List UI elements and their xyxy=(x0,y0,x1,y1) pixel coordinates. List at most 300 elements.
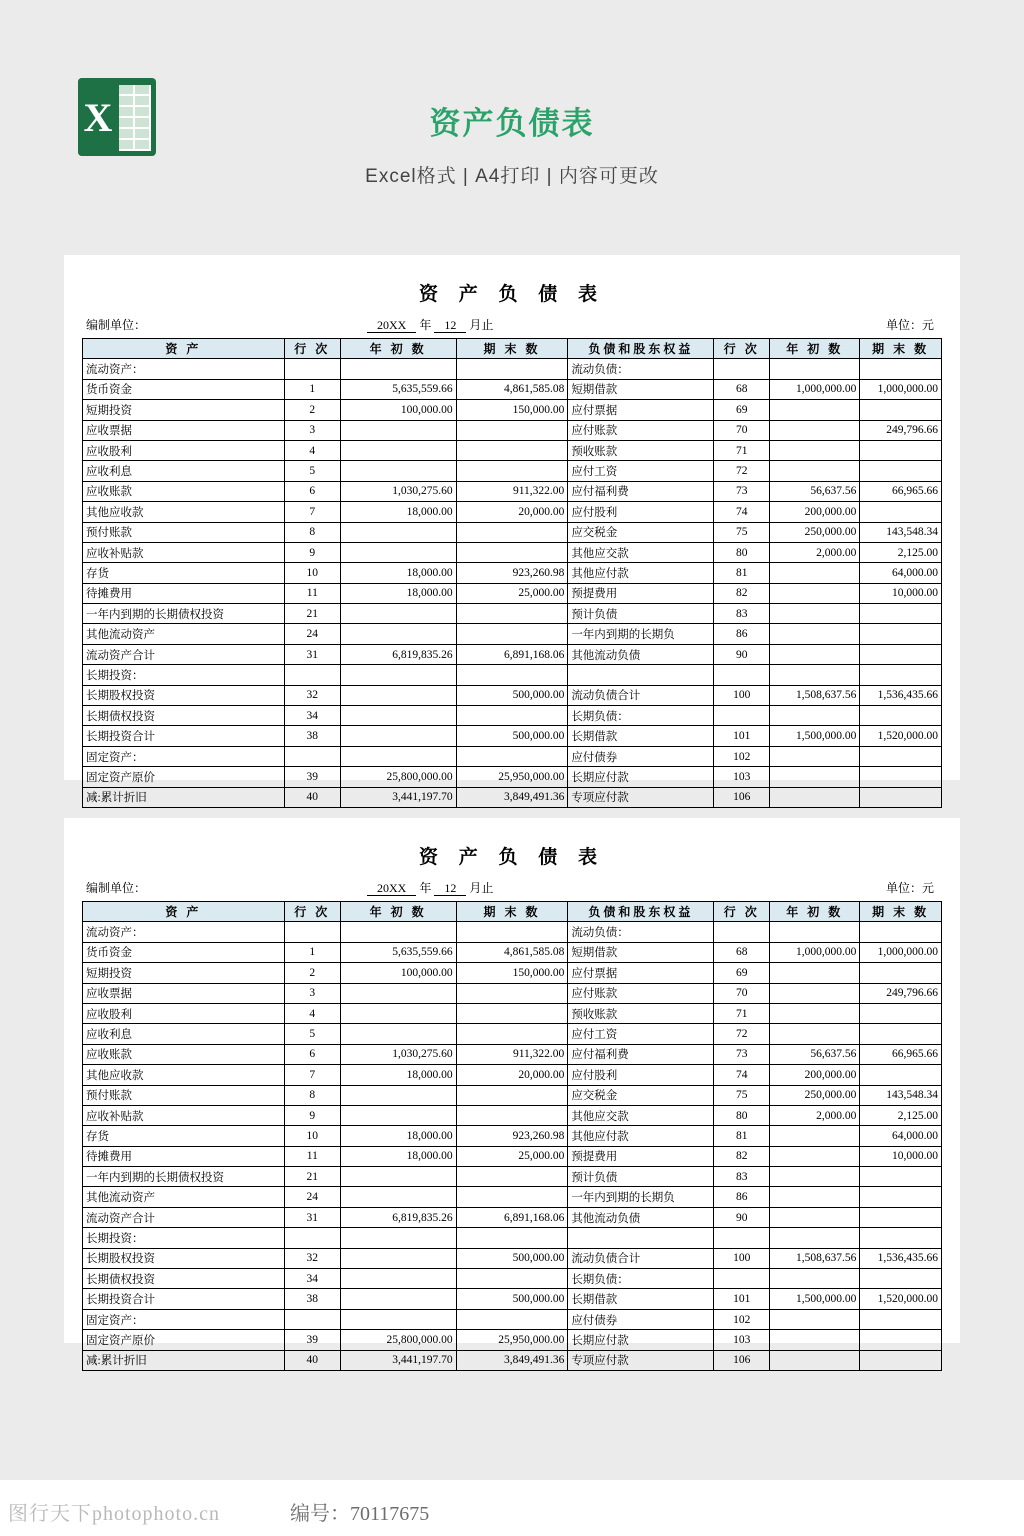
column-header-4: 负债和股东权益 xyxy=(568,902,714,922)
asset-end-value xyxy=(456,1309,568,1329)
asset-name: 存货 xyxy=(83,1126,285,1146)
asset-end-value: 6,891,168.06 xyxy=(456,644,568,664)
asset-line-no: 10 xyxy=(284,1126,340,1146)
table-row xyxy=(83,963,942,983)
liability-begin-value: 1,508,637.56 xyxy=(770,1248,860,1268)
column-header-2: 年 初 数 xyxy=(340,339,456,359)
liability-name: 应付账款 xyxy=(568,983,714,1003)
column-header-1: 行 次 xyxy=(284,339,340,359)
liability-begin-value: 1,500,000.00 xyxy=(770,1289,860,1309)
liability-line-no: 70 xyxy=(714,420,770,440)
report-year: 20XX xyxy=(367,318,416,333)
liability-line-no xyxy=(714,665,770,685)
table-row xyxy=(83,1309,942,1329)
currency-label: 单位：元 xyxy=(885,881,934,895)
liability-end-value: 249,796.66 xyxy=(860,983,942,1003)
asset-line-no: 39 xyxy=(284,1330,340,1350)
asset-line-no: 4 xyxy=(284,1003,340,1023)
liability-name: 短期借款 xyxy=(568,942,714,962)
liability-line-no: 81 xyxy=(714,563,770,583)
asset-name: 长期股权投资 xyxy=(83,685,285,705)
liability-line-no: 82 xyxy=(714,583,770,603)
table-row xyxy=(83,665,942,685)
asset-end-value xyxy=(456,922,568,942)
asset-end-value xyxy=(456,1003,568,1023)
asset-end-value: 3,849,491.36 xyxy=(456,1350,568,1370)
liability-line-no: 72 xyxy=(714,1024,770,1044)
asset-end-value xyxy=(456,1228,568,1248)
liability-name: 长期负债： xyxy=(568,1269,714,1289)
asset-line-no: 24 xyxy=(284,1187,340,1207)
liability-name: 应付账款 xyxy=(568,420,714,440)
liability-end-value xyxy=(860,1003,942,1023)
liability-line-no: 101 xyxy=(714,726,770,746)
liability-begin-value: 2,000.00 xyxy=(770,1105,860,1125)
asset-end-value xyxy=(456,604,568,624)
asset-begin-value xyxy=(340,983,456,1003)
asset-begin-value: 18,000.00 xyxy=(340,1065,456,1085)
liability-line-no: 100 xyxy=(714,685,770,705)
table-row xyxy=(83,983,942,1003)
asset-end-value: 4,861,585.08 xyxy=(456,379,568,399)
table-row xyxy=(83,942,942,962)
liability-end-value: 143,548.34 xyxy=(860,1085,942,1105)
table-row xyxy=(83,1228,942,1248)
asset-end-value xyxy=(456,1187,568,1207)
liability-line-no: 90 xyxy=(714,1207,770,1227)
asset-begin-value: 100,000.00 xyxy=(340,963,456,983)
liability-line-no: 74 xyxy=(714,1065,770,1085)
liability-name: 预收账款 xyxy=(568,440,714,460)
asset-line-no: 31 xyxy=(284,1207,340,1227)
liability-name: 应交税金 xyxy=(568,1085,714,1105)
table-row xyxy=(83,644,942,664)
table-row xyxy=(83,604,942,624)
asset-end-value xyxy=(456,1105,568,1125)
liability-line-no: 86 xyxy=(714,1187,770,1207)
liability-end-value: 66,965.66 xyxy=(860,481,942,501)
asset-line-no: 2 xyxy=(284,963,340,983)
asset-begin-value xyxy=(340,1248,456,1268)
asset-begin-value xyxy=(340,746,456,766)
asset-end-value xyxy=(456,542,568,562)
liability-begin-value xyxy=(770,583,860,603)
asset-name: 其他应收款 xyxy=(83,502,285,522)
table-body xyxy=(83,359,942,808)
asset-name: 减:累计折旧 xyxy=(83,787,285,807)
asset-begin-value xyxy=(340,706,456,726)
liability-line-no: 106 xyxy=(714,1350,770,1370)
table-row xyxy=(83,685,942,705)
liability-end-value xyxy=(860,400,942,420)
page-subtitle: Excel格式 | A4打印 | 内容可更改 xyxy=(365,166,659,187)
liability-begin-value xyxy=(770,983,860,1003)
asset-begin-value: 3,441,197.70 xyxy=(340,1350,456,1370)
column-header-3: 期 末 数 xyxy=(456,339,568,359)
asset-line-no xyxy=(284,1228,340,1248)
liability-name xyxy=(568,1228,714,1248)
liability-name: 预提费用 xyxy=(568,1146,714,1166)
table-row xyxy=(83,706,942,726)
sheet-meta xyxy=(82,316,942,336)
asset-name: 应收补贴款 xyxy=(83,542,285,562)
liability-end-value: 64,000.00 xyxy=(860,563,942,583)
asset-begin-value xyxy=(340,1105,456,1125)
asset-line-no: 32 xyxy=(284,685,340,705)
image-id-value: 70117675 xyxy=(350,1503,430,1525)
liability-name: 其他应付款 xyxy=(568,1126,714,1146)
sheet-title: 资 产 负 债 表 xyxy=(418,847,605,868)
liability-line-no: 102 xyxy=(714,746,770,766)
liability-line-no xyxy=(714,922,770,942)
liability-name: 专项应付款 xyxy=(568,787,714,807)
liability-line-no: 81 xyxy=(714,1126,770,1146)
asset-end-value: 500,000.00 xyxy=(456,726,568,746)
liability-begin-value xyxy=(770,644,860,664)
liability-end-value xyxy=(860,963,942,983)
column-header-7: 期 末 数 xyxy=(860,339,942,359)
liability-name: 一年内到期的长期负 xyxy=(568,1187,714,1207)
liability-end-value: 1,536,435.66 xyxy=(860,685,942,705)
asset-name: 一年内到期的长期债权投资 xyxy=(83,1167,285,1187)
asset-begin-value xyxy=(340,461,456,481)
asset-end-value xyxy=(456,706,568,726)
liability-name: 应付债券 xyxy=(568,746,714,766)
excel-logo-letter: X xyxy=(78,78,118,156)
asset-name: 应收利息 xyxy=(83,461,285,481)
asset-begin-value: 6,819,835.26 xyxy=(340,1207,456,1227)
asset-begin-value: 6,819,835.26 xyxy=(340,644,456,664)
liability-end-value xyxy=(860,1207,942,1227)
asset-line-no: 9 xyxy=(284,542,340,562)
liability-line-no: 74 xyxy=(714,502,770,522)
asset-end-value: 500,000.00 xyxy=(456,685,568,705)
asset-line-no: 1 xyxy=(284,379,340,399)
liability-end-value xyxy=(860,706,942,726)
asset-name: 其他流动资产 xyxy=(83,624,285,644)
asset-begin-value xyxy=(340,685,456,705)
liability-line-no: 82 xyxy=(714,1146,770,1166)
liability-end-value xyxy=(860,767,942,787)
asset-line-no: 4 xyxy=(284,440,340,460)
table-row xyxy=(83,746,942,766)
asset-name: 长期投资合计 xyxy=(83,1289,285,1309)
asset-end-value: 20,000.00 xyxy=(456,502,568,522)
report-date xyxy=(367,316,493,333)
asset-line-no: 40 xyxy=(284,1350,340,1370)
liability-line-no: 90 xyxy=(714,644,770,664)
liability-end-value: 1,536,435.66 xyxy=(860,1248,942,1268)
liability-end-value xyxy=(860,746,942,766)
asset-name: 长期股权投资 xyxy=(83,1248,285,1268)
table-row xyxy=(83,400,942,420)
asset-line-no: 40 xyxy=(284,787,340,807)
liability-name: 流动负债： xyxy=(568,922,714,942)
asset-line-no: 8 xyxy=(284,1085,340,1105)
asset-end-value xyxy=(456,359,568,379)
asset-name: 其他流动资产 xyxy=(83,1187,285,1207)
table-row xyxy=(83,787,942,807)
asset-begin-value: 18,000.00 xyxy=(340,583,456,603)
column-header-7: 期 末 数 xyxy=(860,902,942,922)
liability-name: 预提费用 xyxy=(568,583,714,603)
liability-end-value xyxy=(860,624,942,644)
liability-end-value xyxy=(860,644,942,664)
table-row xyxy=(83,522,942,542)
liability-name: 预计负债 xyxy=(568,1167,714,1187)
table-row xyxy=(83,1044,942,1064)
liability-line-no: 68 xyxy=(714,379,770,399)
table-row xyxy=(83,440,942,460)
liability-line-no: 103 xyxy=(714,767,770,787)
asset-line-no: 11 xyxy=(284,1146,340,1166)
table-row xyxy=(83,1207,942,1227)
asset-name: 货币资金 xyxy=(83,379,285,399)
liability-end-value xyxy=(860,1350,942,1370)
liability-end-value: 1,520,000.00 xyxy=(860,726,942,746)
column-header-3: 期 末 数 xyxy=(456,902,568,922)
liability-end-value: 64,000.00 xyxy=(860,1126,942,1146)
asset-end-value xyxy=(456,461,568,481)
asset-begin-value: 18,000.00 xyxy=(340,1126,456,1146)
column-header-1: 行 次 xyxy=(284,902,340,922)
table-row xyxy=(83,1024,942,1044)
asset-begin-value: 18,000.00 xyxy=(340,1146,456,1166)
liability-end-value xyxy=(860,502,942,522)
asset-end-value: 25,000.00 xyxy=(456,1146,568,1166)
table-row xyxy=(83,922,942,942)
table-row xyxy=(83,379,942,399)
table-row xyxy=(83,502,942,522)
liability-line-no: 80 xyxy=(714,542,770,562)
asset-begin-value xyxy=(340,1085,456,1105)
liability-end-value xyxy=(860,440,942,460)
liability-begin-value xyxy=(770,1126,860,1146)
table-header-row xyxy=(83,902,942,922)
liability-begin-value xyxy=(770,1330,860,1350)
liability-line-no xyxy=(714,1228,770,1248)
liability-begin-value xyxy=(770,624,860,644)
asset-name: 长期投资合计 xyxy=(83,726,285,746)
liability-begin-value xyxy=(770,1309,860,1329)
table-row xyxy=(83,481,942,501)
table-row xyxy=(83,1289,942,1309)
liability-begin-value: 200,000.00 xyxy=(770,1065,860,1085)
column-header-4: 负债和股东权益 xyxy=(568,339,714,359)
asset-begin-value xyxy=(340,420,456,440)
liability-name: 应付债券 xyxy=(568,1309,714,1329)
asset-name: 流动资产： xyxy=(83,359,285,379)
asset-begin-value xyxy=(340,440,456,460)
asset-end-value: 6,891,168.06 xyxy=(456,1207,568,1227)
asset-name: 应收账款 xyxy=(83,1044,285,1064)
asset-line-no: 38 xyxy=(284,1289,340,1309)
liability-name: 其他应交款 xyxy=(568,1105,714,1125)
page-header xyxy=(0,0,1024,200)
asset-begin-value xyxy=(340,1269,456,1289)
liability-name: 应付票据 xyxy=(568,963,714,983)
asset-begin-value xyxy=(340,624,456,644)
asset-end-value: 150,000.00 xyxy=(456,400,568,420)
table-row xyxy=(83,1146,942,1166)
liability-begin-value xyxy=(770,1228,860,1248)
asset-begin-value xyxy=(340,522,456,542)
asset-begin-value: 25,800,000.00 xyxy=(340,1330,456,1350)
table-row xyxy=(83,1003,942,1023)
liability-name: 短期借款 xyxy=(568,379,714,399)
liability-line-no: 73 xyxy=(714,1044,770,1064)
liability-begin-value: 1,508,637.56 xyxy=(770,685,860,705)
asset-name: 短期投资 xyxy=(83,963,285,983)
asset-begin-value xyxy=(340,604,456,624)
asset-name: 货币资金 xyxy=(83,942,285,962)
liability-line-no xyxy=(714,706,770,726)
liability-begin-value: 56,637.56 xyxy=(770,481,860,501)
asset-end-value: 500,000.00 xyxy=(456,1248,568,1268)
liability-line-no: 69 xyxy=(714,400,770,420)
liability-end-value xyxy=(860,922,942,942)
asset-end-value xyxy=(456,440,568,460)
liability-begin-value xyxy=(770,665,860,685)
liability-end-value: 2,125.00 xyxy=(860,1105,942,1125)
report-year: 20XX xyxy=(367,881,416,896)
liability-name: 流动负债： xyxy=(568,359,714,379)
asset-begin-value xyxy=(340,726,456,746)
asset-end-value xyxy=(456,420,568,440)
liability-name: 预收账款 xyxy=(568,1003,714,1023)
asset-end-value: 25,950,000.00 xyxy=(456,767,568,787)
liability-name: 应付票据 xyxy=(568,400,714,420)
table-row xyxy=(83,359,942,379)
liability-begin-value xyxy=(770,440,860,460)
table-row xyxy=(83,726,942,746)
table-row xyxy=(83,624,942,644)
liability-line-no: 69 xyxy=(714,963,770,983)
watermark-text: 图行天下photophoto.cn xyxy=(8,1503,220,1525)
asset-line-no: 39 xyxy=(284,767,340,787)
asset-end-value: 911,322.00 xyxy=(456,1044,568,1064)
asset-begin-value xyxy=(340,542,456,562)
report-month: 12 xyxy=(434,881,466,896)
asset-name: 减:累计折旧 xyxy=(83,1350,285,1370)
balance-sheet-page-2 xyxy=(64,818,960,1368)
liability-end-value: 10,000.00 xyxy=(860,583,942,603)
liability-begin-value xyxy=(770,1269,860,1289)
asset-begin-value: 5,635,559.66 xyxy=(340,942,456,962)
report-year-suffix: 年 xyxy=(419,318,432,332)
column-header-5: 行 次 xyxy=(714,902,770,922)
liability-end-value xyxy=(860,665,942,685)
asset-line-no: 24 xyxy=(284,624,340,644)
asset-name: 待摊费用 xyxy=(83,583,285,603)
asset-end-value: 3,849,491.36 xyxy=(456,787,568,807)
asset-line-no: 7 xyxy=(284,502,340,522)
liability-line-no: 86 xyxy=(714,624,770,644)
table-row xyxy=(83,1085,942,1105)
liability-begin-value xyxy=(770,1207,860,1227)
liability-begin-value xyxy=(770,1003,860,1023)
asset-end-value: 923,260.98 xyxy=(456,563,568,583)
liability-begin-value xyxy=(770,461,860,481)
asset-end-value: 20,000.00 xyxy=(456,1065,568,1085)
asset-end-value xyxy=(456,1269,568,1289)
asset-name: 长期债权投资 xyxy=(83,706,285,726)
asset-name: 应收账款 xyxy=(83,481,285,501)
liability-name: 其他流动负债 xyxy=(568,644,714,664)
liability-name: 应付福利费 xyxy=(568,481,714,501)
asset-end-value: 923,260.98 xyxy=(456,1126,568,1146)
liability-begin-value xyxy=(770,400,860,420)
table-row xyxy=(83,1350,942,1370)
asset-begin-value xyxy=(340,922,456,942)
table-row xyxy=(83,583,942,603)
liability-line-no: 73 xyxy=(714,481,770,501)
liability-begin-value xyxy=(770,563,860,583)
asset-end-value: 4,861,585.08 xyxy=(456,942,568,962)
liability-name: 应付福利费 xyxy=(568,1044,714,1064)
asset-end-value xyxy=(456,1024,568,1044)
liability-line-no: 75 xyxy=(714,522,770,542)
asset-name: 应收利息 xyxy=(83,1024,285,1044)
liability-end-value: 66,965.66 xyxy=(860,1044,942,1064)
unit-label: 编制单位： xyxy=(86,881,147,895)
table-row xyxy=(83,1248,942,1268)
liability-end-value xyxy=(860,1309,942,1329)
page-title: 资产负债表 xyxy=(429,106,595,141)
currency-label: 单位：元 xyxy=(885,318,934,332)
liability-line-no: 83 xyxy=(714,604,770,624)
asset-line-no: 1 xyxy=(284,942,340,962)
asset-end-value: 911,322.00 xyxy=(456,481,568,501)
liability-end-value xyxy=(860,604,942,624)
asset-name: 其他应收款 xyxy=(83,1065,285,1085)
liability-begin-value: 1,500,000.00 xyxy=(770,726,860,746)
asset-begin-value xyxy=(340,1228,456,1248)
liability-end-value: 1,520,000.00 xyxy=(860,1289,942,1309)
asset-line-no: 7 xyxy=(284,1065,340,1085)
liability-line-no xyxy=(714,1269,770,1289)
asset-line-no xyxy=(284,746,340,766)
liability-begin-value xyxy=(770,1024,860,1044)
asset-begin-value: 1,030,275.60 xyxy=(340,481,456,501)
table-row xyxy=(83,767,942,787)
liability-begin-value xyxy=(770,746,860,766)
table-row xyxy=(83,420,942,440)
liability-begin-value xyxy=(770,604,860,624)
liability-begin-value: 1,000,000.00 xyxy=(770,379,860,399)
asset-name: 长期投资： xyxy=(83,665,285,685)
asset-name: 固定资产： xyxy=(83,1309,285,1329)
liability-begin-value xyxy=(770,359,860,379)
liability-name: 应付股利 xyxy=(568,502,714,522)
table-row xyxy=(83,1167,942,1187)
asset-name: 待摊费用 xyxy=(83,1146,285,1166)
asset-end-value: 25,950,000.00 xyxy=(456,1330,568,1350)
asset-name: 固定资产原价 xyxy=(83,767,285,787)
page-footer xyxy=(0,1480,1024,1536)
liability-begin-value xyxy=(770,1167,860,1187)
asset-end-value xyxy=(456,624,568,644)
asset-begin-value xyxy=(340,1309,456,1329)
liability-line-no: 72 xyxy=(714,461,770,481)
asset-name: 应收股利 xyxy=(83,1003,285,1023)
asset-name: 长期投资： xyxy=(83,1228,285,1248)
liability-name: 应付股利 xyxy=(568,1065,714,1085)
table-row xyxy=(83,1065,942,1085)
asset-begin-value xyxy=(340,1024,456,1044)
liability-begin-value xyxy=(770,1187,860,1207)
liability-end-value xyxy=(860,1167,942,1187)
